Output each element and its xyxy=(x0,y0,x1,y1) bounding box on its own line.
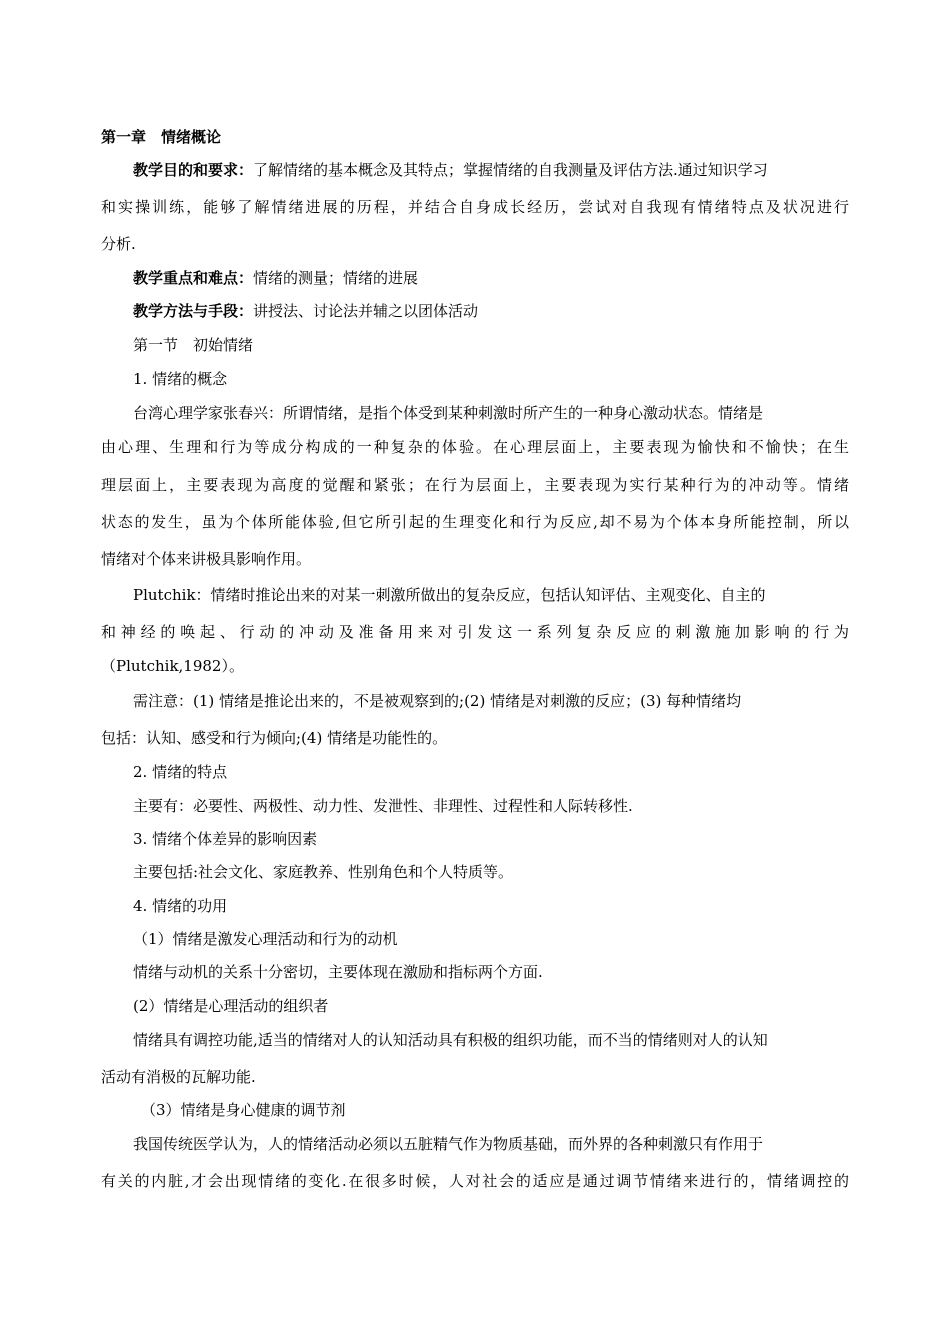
plutchik-line-2: 和神经的唤起、行动的冲动及准备用来对引发这一系列复杂反应的刺激施加影响的行为 xyxy=(101,623,849,641)
chapter-title: 第一章 情绪概论 xyxy=(101,128,222,146)
function-2-title: (2）情绪是心理活动的组织者 xyxy=(133,997,329,1015)
objectives-text-1: 了解情绪的基本概念及其特点；掌握情绪的自我测量及评估方法.通过知识学习 xyxy=(253,161,768,179)
methods-label: 教学方法与手段： xyxy=(133,302,254,320)
key-points xyxy=(133,268,418,288)
function-2-line-1: 情绪具有调控功能,适当的情绪对人的认知活动具有积极的组织功能，而不当的情绪则对人的认知 xyxy=(133,1031,768,1049)
function-1-title: （1）情绪是激发心理活动和行为的动机 xyxy=(133,930,398,948)
plutchik-line-3: （Plutchik,1982）。 xyxy=(101,657,244,675)
function-3-title: （3）情绪是身心健康的调节剂 xyxy=(141,1101,346,1119)
zhang-line-3: 理层面上，主要表现为高度的觉醒和紧张；在行为层面上，主要表现为实行某种行为的冲动等。情绪 xyxy=(101,476,849,494)
function-3-line-2: 有关的内脏,才会出现情绪的变化.在很多时候，人对社会的适应是通过调节情绪来进行的，情绪调控的 xyxy=(101,1172,849,1190)
methods-text: 讲授法、讨论法并辅之以团体活动 xyxy=(253,302,479,320)
objectives-label: 教学目的和要求： xyxy=(133,161,254,179)
heading-2-text: 主要有：必要性、两极性、动力性、发泄性、非理性、过程性和人际转移性. xyxy=(133,797,633,815)
objectives-line-2: 和实操训练，能够了解情绪进展的历程，并结合自身成长经历，尝试对自我现有情绪特点及状况进行 xyxy=(101,198,849,216)
zhang-line-4: 状态的发生，虽为个体所能体验,但它所引起的生理变化和行为反应,却不易为个体本身所能控制，所以 xyxy=(101,513,849,531)
objectives-line-1 xyxy=(133,160,768,180)
objectives-line-3: 分析. xyxy=(101,235,136,253)
heading-2: 2. 情绪的特点 xyxy=(133,763,228,781)
note-line-1: 需注意：(1) 情绪是推论出来的，不是被观察到的;(2) 情绪是对刺激的反应；(3) 每种情绪均 xyxy=(133,692,742,710)
function-1-text: 情绪与动机的关系十分密切，主要体现在激励和指标两个方面. xyxy=(133,963,543,981)
zhang-line-5: 情绪对个体来讲极具影响作用。 xyxy=(101,550,312,568)
key-points-label: 教学重点和难点： xyxy=(133,269,254,287)
heading-4: 4. 情绪的功用 xyxy=(133,897,228,915)
function-3-line-1: 我国传统医学认为，人的情绪活动必须以五脏精气作为物质基础，而外界的各种刺激只有作用于 xyxy=(133,1135,764,1153)
key-points-text: 情绪的测量；情绪的进展 xyxy=(253,269,419,287)
note-line-2: 包括：认知、感受和行为倾向;(4) 情绪是功能性的。 xyxy=(101,729,448,747)
methods xyxy=(133,301,478,321)
heading-1: 1. 情绪的概念 xyxy=(133,370,228,388)
function-2-line-2: 活动有消极的瓦解功能. xyxy=(101,1068,256,1086)
heading-3: 3. 情绪个体差异的影响因素 xyxy=(133,830,318,848)
section-title: 第一节 初始情绪 xyxy=(133,336,254,354)
plutchik-line-1: Plutchik：情绪时推论出来的对某一刺激所做出的复杂反应，包括认知评估、主观变化、自主的 xyxy=(133,586,766,604)
heading-3-text: 主要包括:社会文化、家庭教养、性别角色和个人特质等。 xyxy=(133,863,514,881)
zhang-line-1: 台湾心理学家张春兴：所谓情绪，是指个体受到某种刺激时所产生的一种身心激动状态。情绪是 xyxy=(133,404,764,422)
zhang-line-2: 由心理、生理和行为等成分构成的一种复杂的体验。在心理层面上，主要表现为愉快和不愉快；在生 xyxy=(101,438,849,456)
